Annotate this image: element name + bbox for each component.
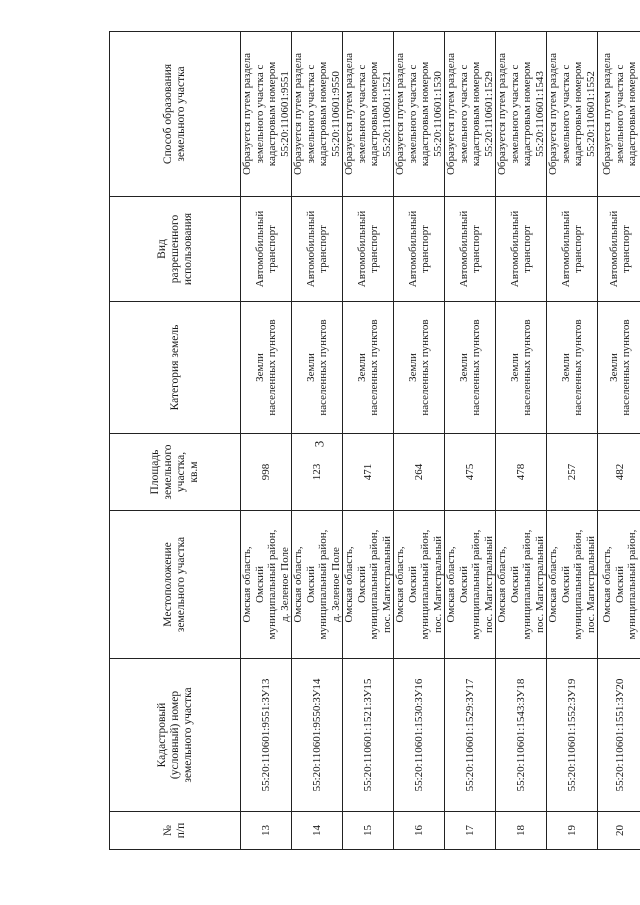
land-category-cell: Земли населенных пунктов xyxy=(496,302,547,434)
row-number-cell: 16 xyxy=(394,812,445,850)
formation-method-cell: Образуется путем раздела земельного участка с кадастровым номером 55:20:110601:1543 xyxy=(496,32,547,197)
permitted-use-cell: Автомобильный транспорт xyxy=(496,197,547,302)
table-row xyxy=(445,32,496,850)
permitted-use-cell: Автомобильный транспорт xyxy=(394,197,445,302)
land-category-cell: Земли населенных пунктов xyxy=(343,302,394,434)
land-plots-table xyxy=(109,31,640,850)
land-category-cell: Земли населенных пунктов xyxy=(394,302,445,434)
location-cell: Омская область, Омский муниципальный район, xyxy=(598,511,640,659)
permitted-use-cell: Автомобильный транспорт xyxy=(445,197,496,302)
cadastral-number-cell: 55:20:110601:1529:ЗУ17 xyxy=(445,659,496,812)
table-row xyxy=(547,32,598,850)
location-cell: Омская область, Омский муниципальный район, пос. Магистральный xyxy=(394,511,445,659)
location-cell: Омская область, Омский муниципальный район, пос. Магистральный xyxy=(496,511,547,659)
area-cell: 478 xyxy=(496,434,547,511)
table-row xyxy=(598,32,640,850)
page-number: 3 xyxy=(311,440,327,448)
formation-method-cell: Образуется путем раздела земельного участка с кадастровым номером 55:20:110601:1521 xyxy=(343,32,394,197)
area-cell: 471 xyxy=(343,434,394,511)
land-category-cell: Земли населенных пунктов xyxy=(598,302,640,434)
permitted-use-cell: Автомобильный транспорт xyxy=(292,197,343,302)
cadastral-number-cell: 55:20:110601:1552:ЗУ19 xyxy=(547,659,598,812)
header-cadastral-number: Кадастровый (условный) номер земельного участка xyxy=(110,659,241,812)
cadastral-number-cell: 55:20:110601:1551:ЗУ20 xyxy=(598,659,640,812)
permitted-use-cell: Автомобильный транспорт xyxy=(598,197,640,302)
header-location: Местоположение земельного участка xyxy=(110,511,241,659)
header-number: № п/п xyxy=(110,812,241,850)
formation-method-cell: Образуется путем раздела земельного участка с кадастровым номером 55:20:110601:1552 xyxy=(547,32,598,197)
cadastral-number-cell: 55:20:110601:1543:ЗУ18 xyxy=(496,659,547,812)
header-category: Категория земель xyxy=(110,302,241,434)
header-area: Площадь земельного участка, кв.м xyxy=(110,434,241,511)
formation-method-cell: Образуется путем раздела земельного участка с кадастровым номером 55:20:110601:1530 xyxy=(394,32,445,197)
cadastral-number-cell: 55:20:110601:9550:ЗУ14 xyxy=(292,659,343,812)
land-category-cell: Земли населенных пунктов xyxy=(292,302,343,434)
table-row xyxy=(496,32,547,850)
permitted-use-cell: Автомобильный транспорт xyxy=(547,197,598,302)
area-cell: 264 xyxy=(394,434,445,511)
row-number-cell: 20 xyxy=(598,812,640,850)
formation-method-cell: Образуется путем раздела земельного участка с кадастровым номером 55:20:110601:9551 xyxy=(241,32,292,197)
location-cell: Омская область, Омский муниципальный район, д. Зеленое Поле xyxy=(292,511,343,659)
table-header-row xyxy=(110,32,241,850)
rotated-page xyxy=(109,32,639,850)
cadastral-number-cell: 55:20:110601:9551:ЗУ13 xyxy=(241,659,292,812)
table-row xyxy=(343,32,394,850)
location-cell: Омская область, Омский муниципальный район, пос. Магистральный xyxy=(445,511,496,659)
table-row xyxy=(292,32,343,850)
row-number-cell: 13 xyxy=(241,812,292,850)
land-category-cell: Земли населенных пунктов xyxy=(445,302,496,434)
area-cell: 475 xyxy=(445,434,496,511)
location-cell: Омская область, Омский муниципальный район, д. Зеленое Поле xyxy=(241,511,292,659)
area-cell: 482 xyxy=(598,434,640,511)
permitted-use-cell: Автомобильный транспорт xyxy=(343,197,394,302)
location-cell: Омская область, Омский муниципальный район, пос. Магистральный xyxy=(547,511,598,659)
row-number-cell: 15 xyxy=(343,812,394,850)
header-permitted-use: Вид разрешенного использования xyxy=(110,197,241,302)
land-category-cell: Земли населенных пунктов xyxy=(547,302,598,434)
land-category-cell: Земли населенных пунктов xyxy=(241,302,292,434)
table-row xyxy=(241,32,292,850)
permitted-use-cell: Автомобильный транспорт xyxy=(241,197,292,302)
header-formation-method: Способ образования земельного участка xyxy=(110,32,241,197)
location-cell: Омская область, Омский муниципальный район, пос. Магистральный xyxy=(343,511,394,659)
table-row xyxy=(394,32,445,850)
cadastral-number-cell: 55:20:110601:1521:ЗУ15 xyxy=(343,659,394,812)
area-cell: 998 xyxy=(241,434,292,511)
formation-method-cell: Образуется путем раздела земельного участка с кадастровым номером 55:20:110601:9550 xyxy=(292,32,343,197)
row-number-cell: 19 xyxy=(547,812,598,850)
formation-method-cell: Образуется путем раздела земельного участка с кадастровым номером 55:20:110601:1529 xyxy=(445,32,496,197)
cadastral-number-cell: 55:20:110601:1530:ЗУ16 xyxy=(394,659,445,812)
area-cell: 257 xyxy=(547,434,598,511)
row-number-cell: 17 xyxy=(445,812,496,850)
row-number-cell: 18 xyxy=(496,812,547,850)
area-cell: 123 xyxy=(292,434,343,511)
formation-method-cell: Образуется путем раздела земельного участка с кадастровым номером xyxy=(598,32,640,197)
row-number-cell: 14 xyxy=(292,812,343,850)
